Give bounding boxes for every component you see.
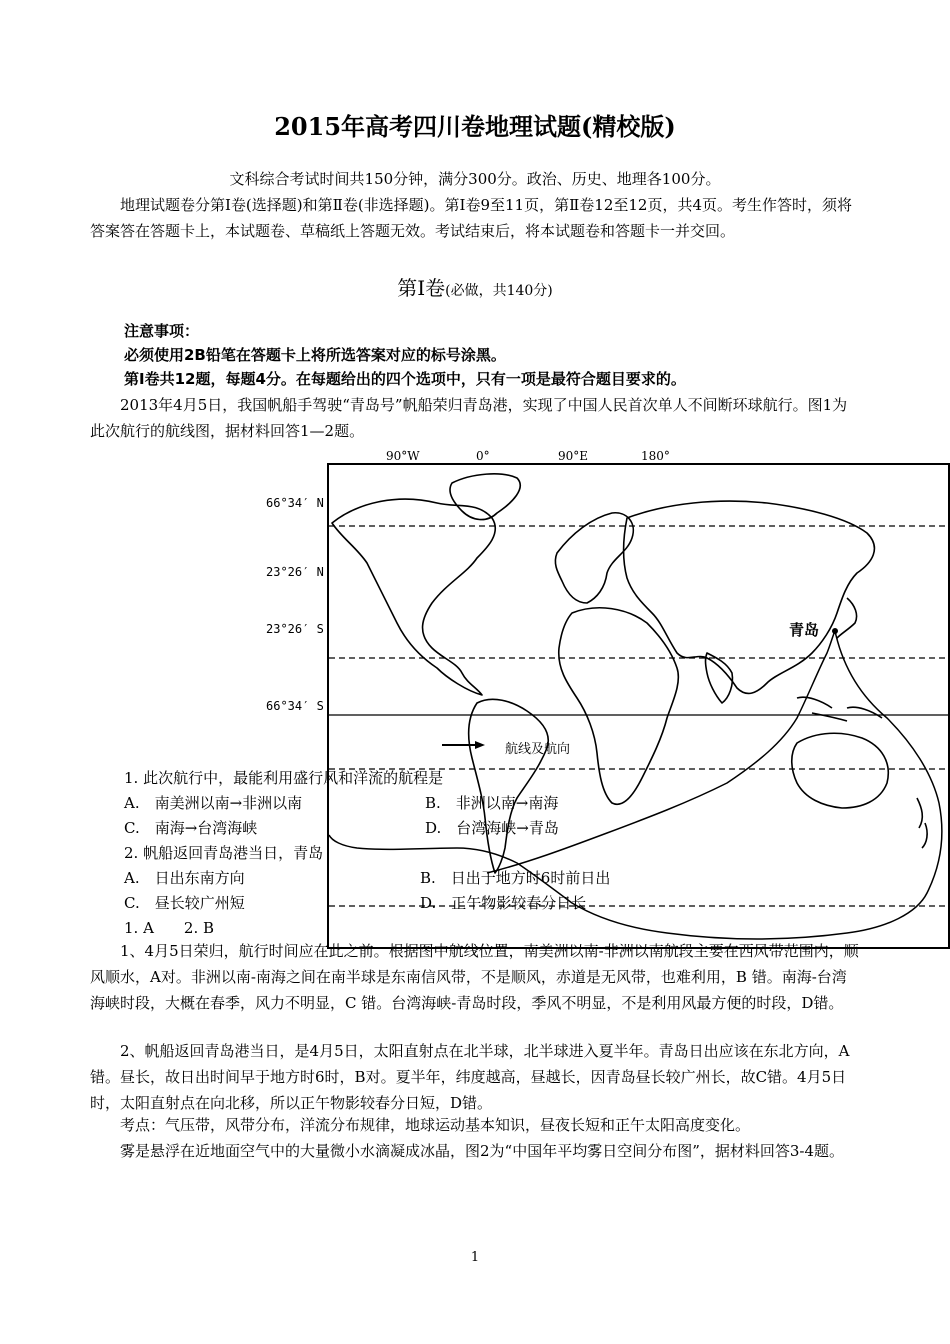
latitude-label-cancer: 23°26′ N — [266, 565, 324, 579]
notes-heading: 注意事项： — [124, 322, 200, 340]
longitude-label-90e: 90°E — [558, 449, 589, 463]
question-2-stem: 2. 帆船返回青岛港当日，青岛 — [124, 844, 324, 862]
notes-line-2: 第Ⅰ卷共12题，每题4分。在每题给出的四个选项中，只有一项是最符合题目要求的。 — [124, 370, 686, 388]
question-1-option-b: B. 非洲以南→南海 — [425, 794, 559, 812]
longitude-label-90w: 90°W — [386, 449, 420, 463]
page-number: 1 — [470, 1250, 480, 1265]
section-heading — [0, 272, 950, 301]
material-1: 2013年4月5日，我国帆船手驾驶“青岛号”帆船荣归青岛港，实现了中国人民首次单人不间断环球航行。图1为此次航行的航线图，据材料回答1—2题。 — [90, 396, 848, 440]
section-title: 第Ⅰ卷 — [397, 276, 446, 300]
notes-line-1: 必须使用2B铅笔在答题卡上将所选答案对应的标号涂黑。 — [124, 346, 506, 364]
explanation-1: 1、4月5日荣归，航行时间应在此之前。根据图中航线位置，南美洲以南-非洲以南航段主要在西风带范围内，顺风顺水，A对。非洲以南-南海之间在南半球是东南信风带，不是顺风，赤道是无风带，也难利用，B 错。南海-台湾海峡时段，大概在春季，风力不明显，C 错。台湾海峡-青岛时段，季风不明显，不是利用风最方便的时段，D错。 — [90, 942, 859, 1012]
question-1-stem: 1. 此次航行中，最能利用盛行风和洋流的航程是 — [124, 769, 444, 787]
latitude-label-capricorn: 23°26′ S — [266, 622, 324, 636]
legend-label: 航线及航向 — [505, 742, 571, 757]
longitude-label-180: 180° — [641, 449, 670, 463]
longitude-label-0: 0° — [476, 449, 490, 463]
question-1-option-a: A. 南美洲以南→非洲以南 — [124, 794, 303, 812]
question-1-option-c: C. 南海→台湾海峡 — [124, 819, 258, 837]
exam-time-info: 文科综合考试时间共150分钟，满分300分。政治、历史、地理各100分。 — [229, 170, 721, 188]
explanation-2: 2、帆船返回青岛港当日，是4月5日，太阳直射点在北半球，北半球进入夏半年。青岛日出应该在东北方向，A错。昼长，故日出时间早于地方时6时，B对。夏半年，纬度越高，昼越长，因青岛昼长较广州长，故C错。4月5日时，太阳直射点在向北移，所以正午物影较春分日短，D错。 — [90, 1042, 850, 1112]
question-1-option-d: D. 台湾海峡→青岛 — [425, 819, 559, 837]
section-subtitle: (必做，共140分) — [445, 283, 553, 299]
answers: 1. A 2. B — [124, 919, 215, 937]
latitude-label-antarctic: 66°34′ S — [266, 699, 324, 713]
qingdao-marker — [832, 628, 838, 634]
page-title: 2015年高考四川卷地理试题(精校版) — [274, 112, 676, 141]
question-2-option-d: D. 正午物影较春分日长 — [420, 894, 587, 912]
material-2: 雾是悬浮在近地面空气中的大量微小水滴凝成冰晶，图2为“中国年平均雾日空间分布图”，据材料回答3-4题。 — [120, 1142, 845, 1160]
key-points: 考点：气压带，风带分布，洋流分布规律，地球运动基本知识，昼夜长短和正午太阳高度变化。 — [120, 1116, 751, 1134]
question-2-option-b: B. 日出于地方时6时前日出 — [420, 869, 611, 887]
exam-instructions: 地理试题卷分第Ⅰ卷(选择题)和第Ⅱ卷(非选择题)。第Ⅰ卷9至11页，第Ⅱ卷12至12页，共4页。考生作答时，须将答案答在答题卡上，本试题卷、草稿纸上答题无效。考试结束后，将本试题卷和答题卡一并交回。 — [90, 196, 853, 240]
qingdao-label: 青岛 — [789, 621, 820, 639]
question-2-option-c: C. 昼长较广州短 — [124, 894, 245, 912]
latitude-label-arctic: 66°34′ N — [266, 496, 324, 510]
question-2-option-a: A. 日出东南方向 — [124, 869, 245, 887]
